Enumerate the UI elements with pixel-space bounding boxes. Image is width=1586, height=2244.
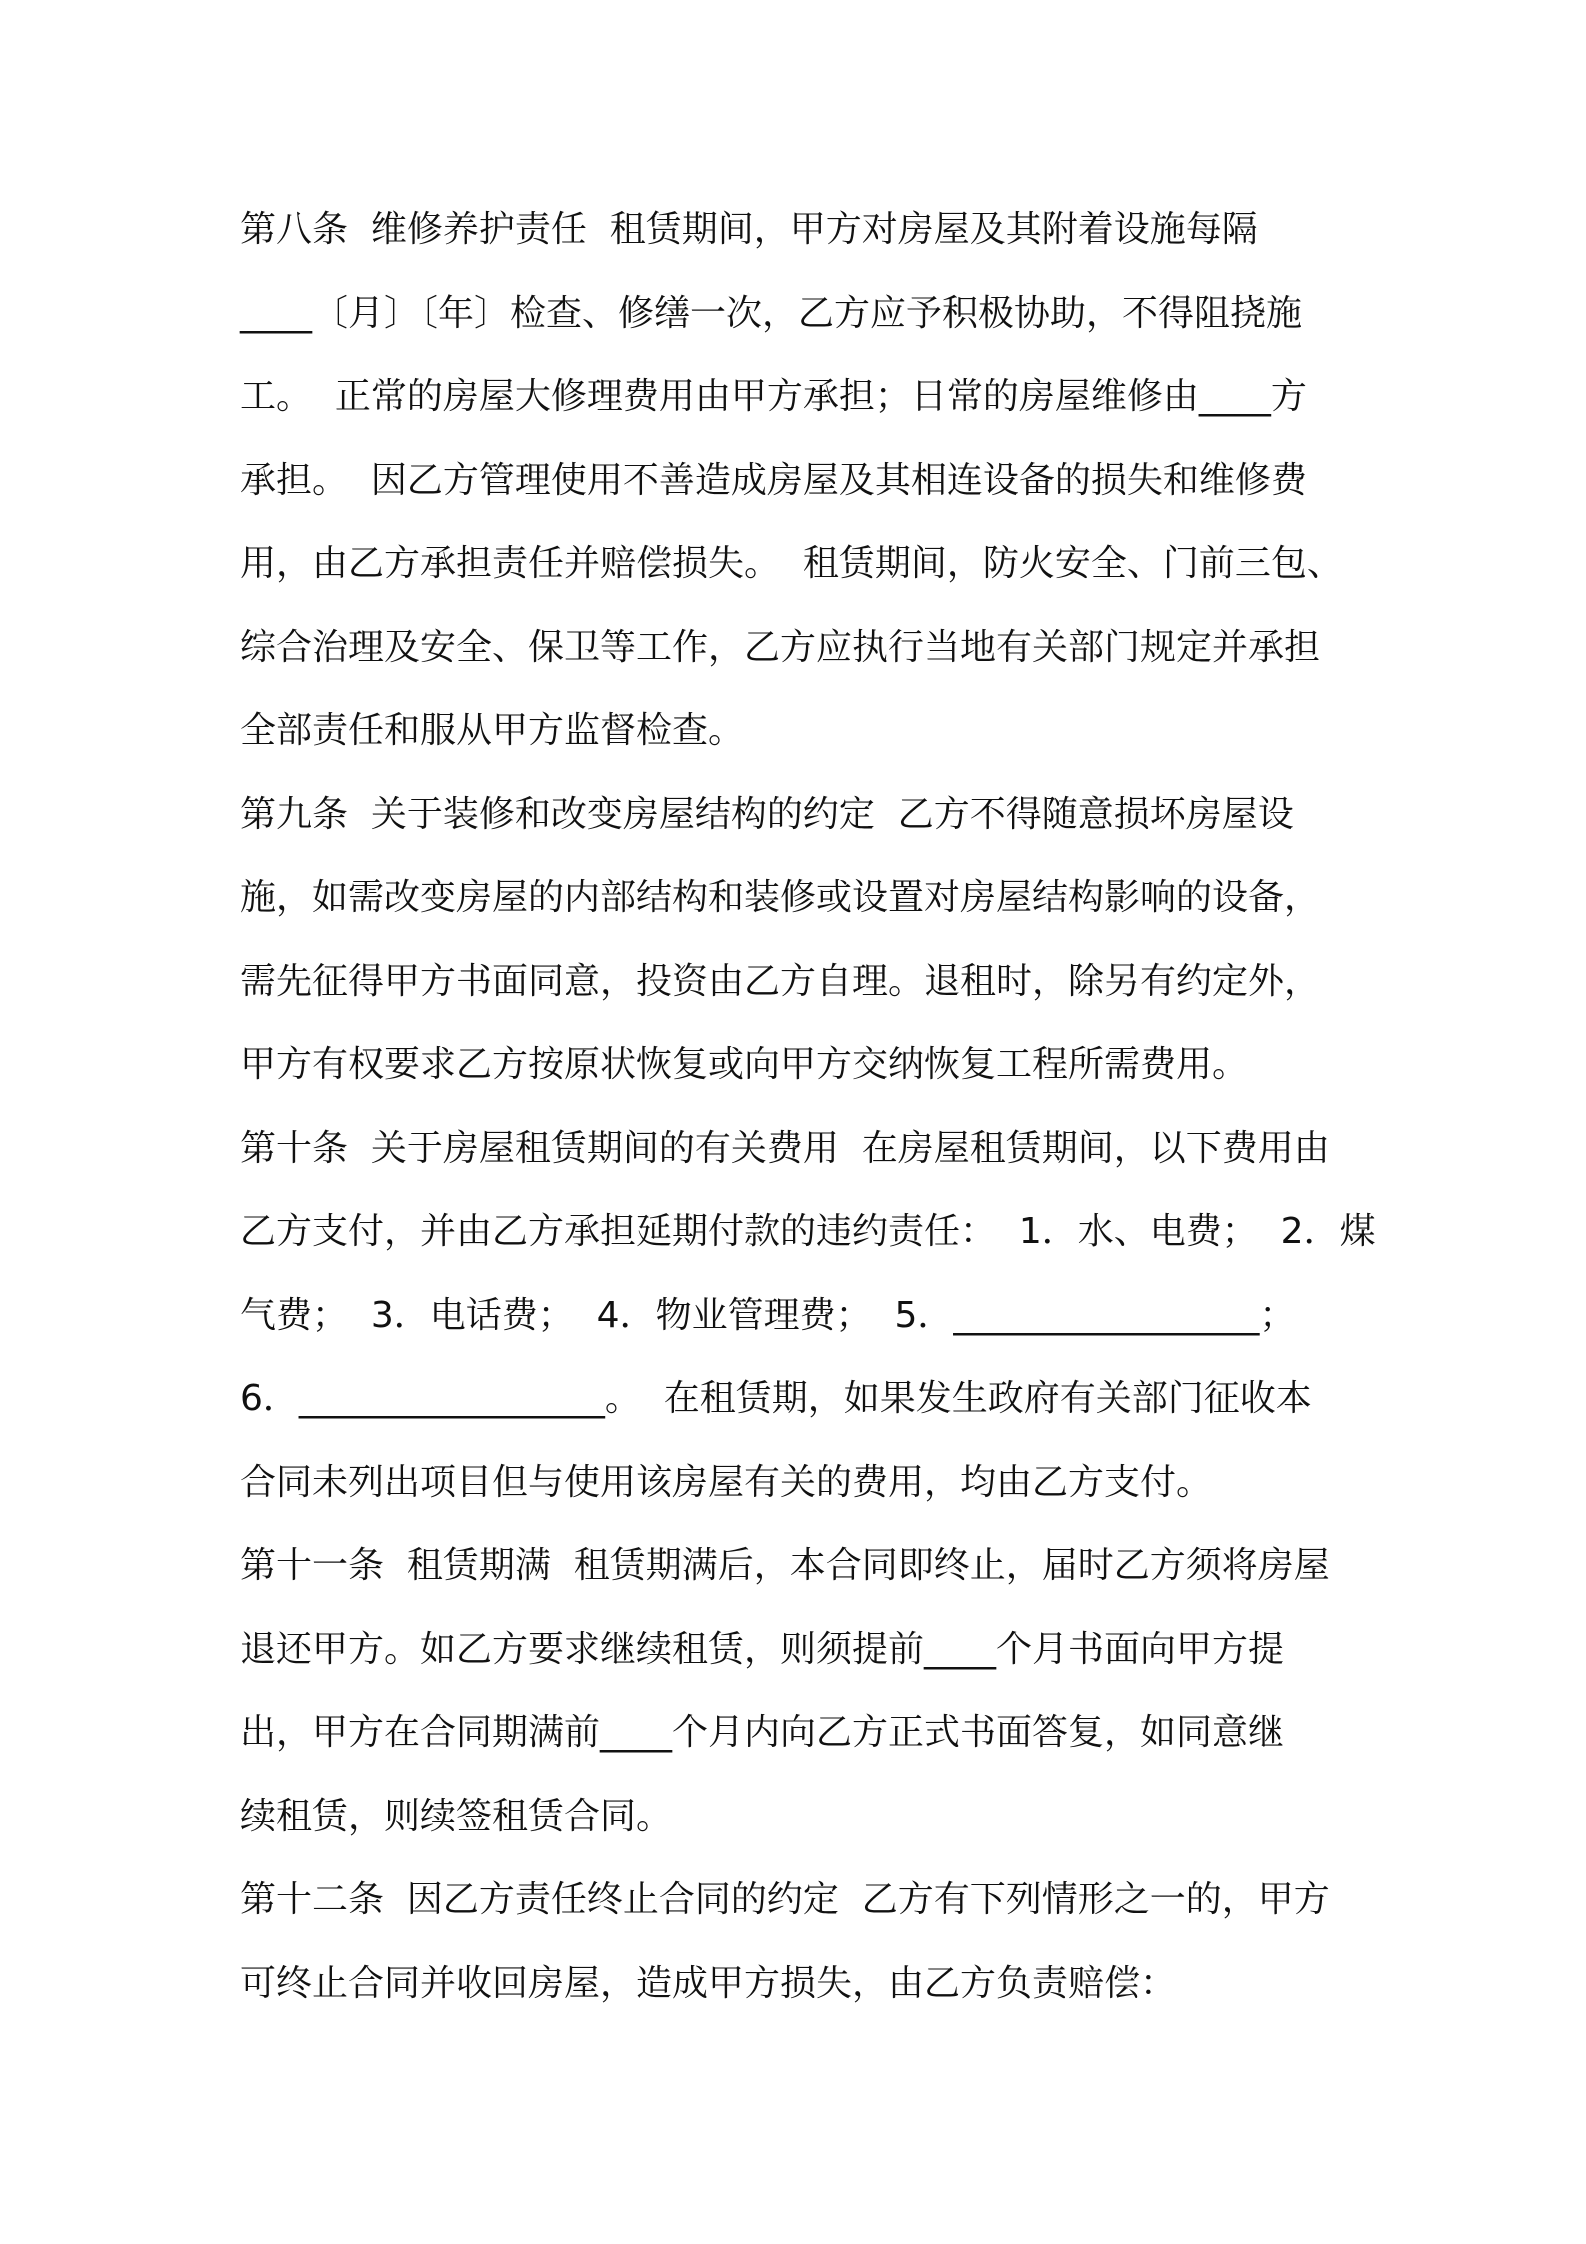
text-line: 第十条 关于房屋租赁期间的有关费用 在房屋租赁期间，以下费用由 — [240, 1127, 1330, 1169]
text-line: 第九条 关于装修和改变房屋结构的约定 乙方不得随意损坏房屋设 — [240, 793, 1294, 835]
text-line: 需先征得甲方书面同意，投资由乙方自理。退租时，除另有约定外， — [240, 960, 1321, 1002]
text-line: 全部责任和服从甲方监督检查。 — [240, 710, 745, 751]
text-line: 甲方有权要求乙方按原状恢复或向甲方交纳恢复工程所需费用。 — [240, 1044, 1249, 1085]
text-line: 出，甲方在合同期满前____个月内向乙方正式书面答复，如同意继 — [240, 1712, 1285, 1753]
text-line: 承担。 因乙方管理使用不善造成房屋及其相连设备的损失和维修费 — [240, 459, 1307, 501]
text-line: 退还甲方。如乙方要求继续租赁，则须提前____个月书面向甲方提 — [240, 1628, 1285, 1670]
text-line: 综合治理及安全、保卫等工作，乙方应执行当地有关部门规定并承担 — [240, 626, 1321, 668]
text-line: 可终止合同并收回房屋，造成甲方损失，由乙方负责赔偿： — [240, 1962, 1177, 2004]
text-line: 第十一条 租赁期满 租赁期满后，本合同即终止，届时乙方须将房屋 — [240, 1545, 1330, 1586]
text-line: 第十二条 因乙方责任终止合同的约定 乙方有下列情形之一的，甲方 — [240, 1879, 1330, 1920]
contract-body — [240, 188, 1376, 2025]
text-line: 气费； 3．电话费； 4．物业管理费； 5．_________________； — [240, 1294, 1296, 1336]
text-line: 工。 正常的房屋大修理费用由甲方承担；日常的房屋维修由____方 — [240, 376, 1307, 417]
text-line: ____〔月〕〔年〕检查、修缮一次，乙方应予积极协助，不得阻挠施 — [240, 292, 1303, 334]
text-line: 合同未列出项目但与使用该房屋有关的费用，均由乙方支付。 — [240, 1461, 1213, 1503]
text-line: 施，如需改变房屋的内部结构和装修或设置对房屋结构影响的设备， — [240, 877, 1321, 918]
text-line: 6．_________________。 在租赁期，如果发生政府有关部门征收本 — [240, 1378, 1312, 1419]
text-line: 续租赁，则续签租赁合同。 — [240, 1795, 673, 1837]
text-line: 第八条 维修养护责任 租赁期间，甲方对房屋及其附着设施每隔 — [240, 209, 1258, 250]
text-line: 乙方支付，并由乙方承担延期付款的违约责任： 1．水、电费； 2．煤 — [240, 1211, 1376, 1252]
text-line: 用，由乙方承担责任并赔偿损失。 租赁期间，防火安全、门前三包、 — [240, 543, 1343, 584]
